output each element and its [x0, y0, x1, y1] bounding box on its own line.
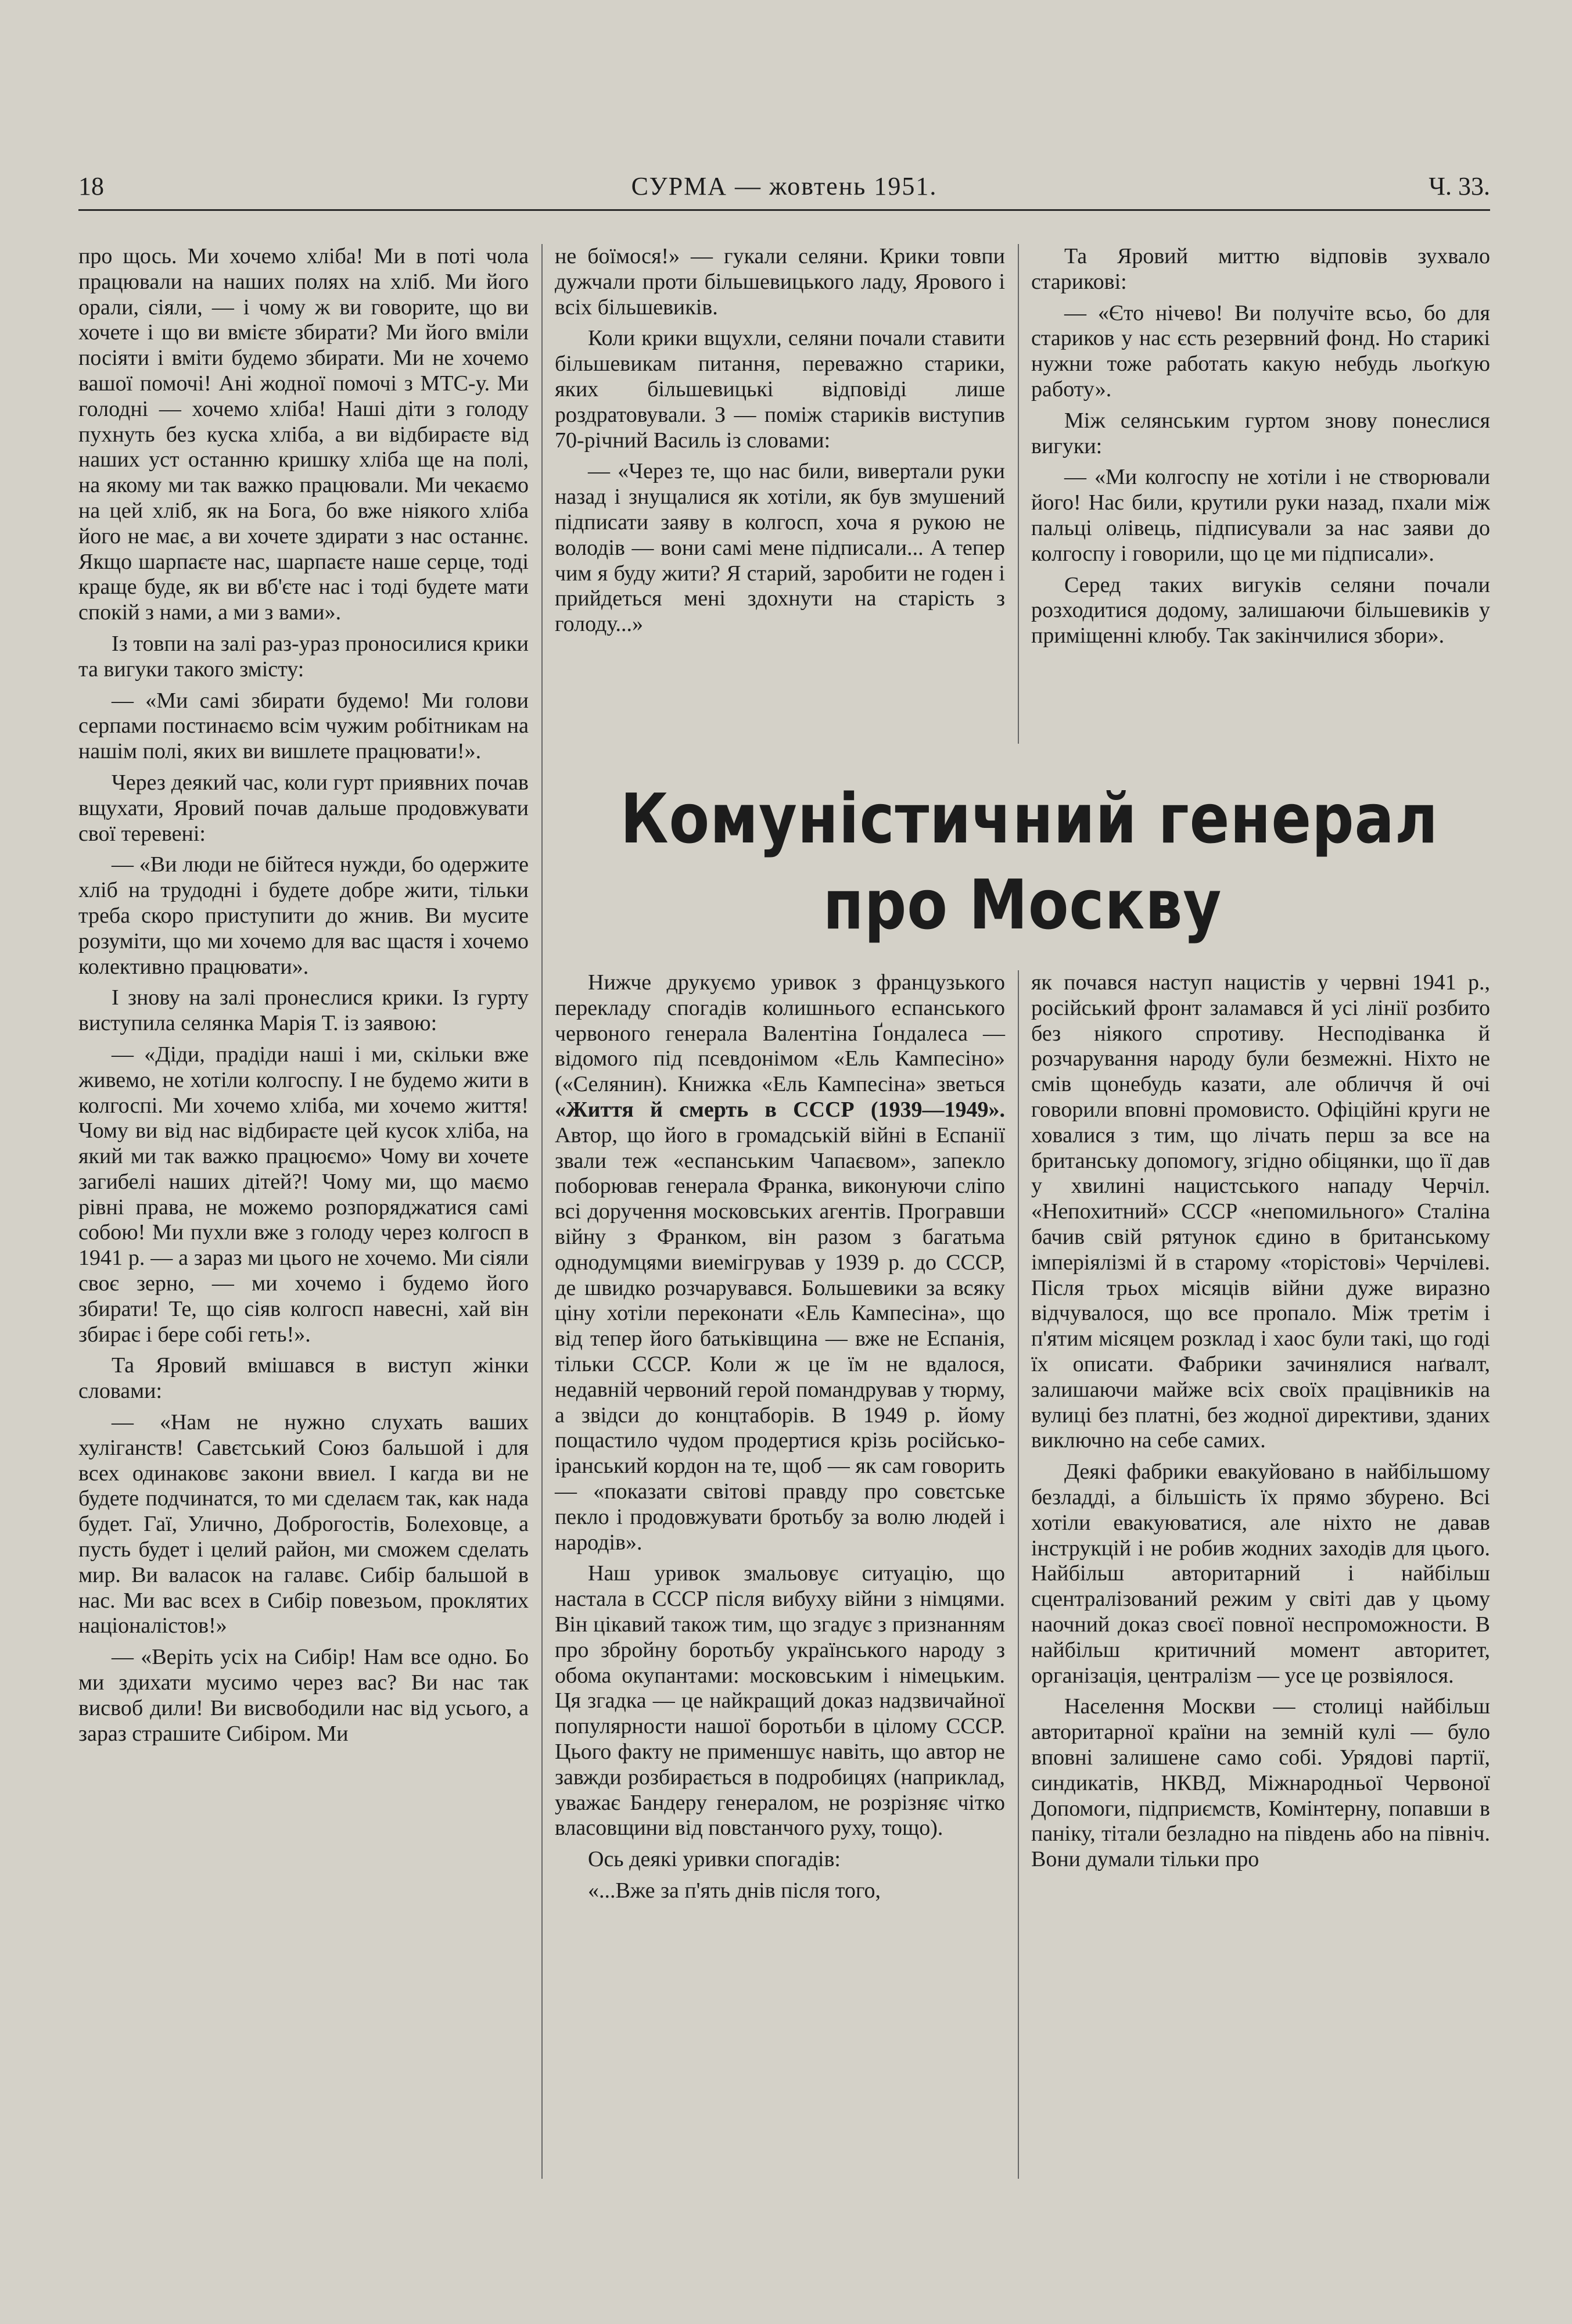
paragraph: Серед таких вигуків селяни почали розходитися додому, залишаючи більшевиків у приміщенні клюбу. Так закінчилися збори».: [1031, 572, 1490, 648]
paragraph: Коли крики вщухли, селяни почали ставити більшевикам питання, переважно старики, яких більшевицькі відповіді лише роздратовували. З — поміж стариків виступив 70-річний Василь із словами:: [555, 326, 1005, 453]
book-title: «Життя й смерть в СССР (1939—1949».: [555, 1097, 1005, 1122]
page-number: 18: [78, 172, 104, 200]
header-rule: [78, 209, 1490, 211]
paragraph: не боїмося!» — гукали селяни. Крики товпи дужчали проти більшевицького ладу, Ярового і всіх більшевиків.: [555, 244, 1005, 320]
column-divider: [1018, 970, 1019, 2179]
article-headline: [620, 776, 1439, 948]
paragraph: І знову на залі пронеслися крики. Із гурту виступила селянка Марія Т. із заявою:: [78, 985, 529, 1036]
column-divider: [1018, 244, 1019, 744]
column-2-top: [555, 244, 1005, 637]
paragraph: Через деякий час, коли гурт приявних почав вщухати, Яровий почав дальше продовжувати свої теревені:: [78, 770, 529, 846]
column-1: [78, 244, 529, 1746]
paragraph: — «Ми самі збирати будемо! Ми голови серпами постинаємо всім чужим робітникам на нашім полі, яких ви вишлете працювати!».: [78, 688, 529, 764]
intro-text-cont: Автор, що його в громадській війні в Еспанії звали теж «еспанським Чапаєвом», запекло поборював генерала Франка, виконуючи сліпо всі доручення московських агентів. Програвши війну з Франком, він разом з багатьма однодумцями виемігрував у 1939 р. до СССР, де швидко розчарувався. Большевики за всяку ціну хотіли переконати «Ель Кампесіна», що від тепер його батьківщина — вже не Еспанія, тільки СССР. Коли ж це їм не вдалося, недавній червоний герой помандрував у тюрму, а звідси до концтаборів. В 1949 р. йому пощастило чудом продертися крізь російсько-іранський кордон на те, щоб — як сам говорить — «показати світові правду про совєтське пекло і продовжувати бротьбу за волю людей і народів».: [555, 1122, 1005, 1555]
paragraph: — «Веріть усіх на Сибір! Нам все одно. Бо ми здихати мусимо через вас? Ви нас так висвоб дили! Ви висвободили нас від усього, а зараз страшите Сибіром. Ми: [78, 1645, 529, 1746]
paragraph: — «Єто нічево! Ви получіте всьо, бо для стариков у нас єсть резервний фонд. Но старикі нужни тоже работать какую небудь льоґкую работу».: [1031, 300, 1490, 401]
column-3-top: [1031, 244, 1490, 649]
paragraph: — «Ви люди не бійтеся нужди, бо одержите хліб на трудодні і будете добре жити, тільки треба скоро приступити до жнив. Ви мусите розуміти, що ми хочемо для вас щастя і хочемо колективно працювати».: [78, 852, 529, 979]
issue-number: Ч. 33.: [1429, 172, 1490, 200]
paragraph: Із товпи на залі раз-ураз проносилися крики та вигуки такого змісту:: [78, 631, 529, 682]
intro-text: Нижче друкуємо уривок з французького перекладу спогадів колишнього еспанського червоного генерала Валентіна Ґондалеса — відомого під псевдонімом «Ель Кампесіно» («Селянин). Книжка «Ель Кампесіна» зветься: [555, 970, 1005, 1097]
paragraph: про щось. Ми хочемо хліба! Ми в поті чола працювали на наших полях на хліб. Ми його орали, сіяли, — і чому ж ви говорите, що ви хочете і що ви вмієте збирати? Ми його вміли посіяти і вміти будемо збирати. Ми не хочемо вашої помочі! Ані жодної помочі з МТС-у. Ми голодні — хочемо хліба! Наші діти з голоду пухнуть без куска хліба, а ви відбираєте від наших уст останню кришку хліба ще на полі, на якому ми так важко працювали. Ми чекаємо на цей хліб, як на Бога, бо вже ніякого хліба його не має, а ви хочете здирати з нас останнє. Якщо шарпаєте нас, шарпаєте наше серце, тоді краще буде, як ви вб'єте нас і тоді будете мати спокій з нами, а ми з вами».: [78, 244, 529, 625]
paragraph: Між селянським гуртом знову понеслися вигуки:: [1031, 408, 1490, 458]
paragraph: Деякі фабрики евакуйовано в найбільшому безладді, а більшість їх прямо збурено. Всі хотіли евакуюватися, але ніхто не давав інструкцій і не робив жодних заходів для цього. Найбільш авторитарний і найбільш сцентралізований режим у світі дав у цьому наочний доказ своєї повної неспроможности. В найбільш критичний момент авторитет, організація, централізм — усе це розвіялося.: [1031, 1459, 1490, 1688]
page-header: [78, 171, 1490, 206]
headline-line-2: про Москву: [823, 865, 1222, 945]
paragraph: «...Вже за п'ять днів після того,: [588, 1878, 881, 1903]
article-intro: [555, 970, 1005, 1555]
paragraph: — «Через те, що нас били, вивертали руки назад і знущалися як хотіли, як був змушений підписати заяву в колгосп, хоча я рукою не володів — вони самі мене підписали... А тепер чим я буду жити? Я старий, заробити не годен і прийдеться мені здохнути на старість з голоду...»: [555, 459, 1005, 637]
paragraph: Ось деякі уривки спогадів:: [588, 1847, 841, 1872]
paragraph: Наш уривок змальовує ситуацію, що настала в СССР після вибуху війни з німцями. Він цікавий також тим, що згадує з признанням про збройну боротьбу українського народу з обома окупантами: московським і німецьким. Ця згадка — це найкращий доказ надзвичайної популярности нашої боротьби в цілому СССР. Цього факту не применшує навіть, що автор не завжди розбирається в подробицях (наприклад, уважає Бандеру генералом, не розрізняє чітко власовщини від повстанчого руху, тощо).: [555, 1561, 1005, 1841]
paragraph: Та Яровий вмішався в виступ жінки словами:: [78, 1353, 529, 1404]
article-column-left: [555, 970, 1005, 1904]
paragraph: — «Нам не нужно слухать ваших хуліганств! Савєтський Союз бальшой і для всех одинаковє закони ввиел. І кагда ви не будете подчинатся, то ми сделаєм так, как нада будет. Гаї, Улично, Доброгостів, Болеховце, а пусть будет і целий район, ми сможем сделать мир. Ви валасок на галавє. Сибір бальшой в нас. Ми вас всех в Сибір повезьом, проклятих націоналістов!»: [78, 1410, 529, 1638]
paragraph: — «Ми колгоспу не хотіли і не створювали його! Нас били, крутили руки назад, пхали між пальці олівець, підписували за нас заяви до колгоспу і говорили, що це ми підписали».: [1031, 465, 1490, 566]
column-divider: [541, 244, 543, 2179]
paragraph: — «Діди, прадіди наші і ми, скільки вже живемо, не хотіли колгоспу. І не будемо жити в колгоспі. Ми хочемо хліба, ми хочемо життя! Чому ви від нас відбираєте цей кусок хліба, на який ми так важко працюємо» Чому ви хочете загибелі наших дітей?! Чому ми, що маємо рівні права, не можемо розпоряджатися самі собою! Ми пухли вже з голоду через колгосп в 1941 р. — а зараз ми цього не хочемо. Ми сіяли своє зерно, — ми хочемо і будемо його збирати! Те, що сіяв колгосп навесні, хай він збирає і бере собі геть!».: [78, 1042, 529, 1347]
headline-line-1: Комуністичний генерал: [620, 779, 1439, 859]
paragraph: Та Яровий миттю відповів зухвало старикові:: [1031, 244, 1490, 294]
paragraph: як почався наступ нацистів у червні 1941 р., російський фронт заламався й усі лінії розбито без ніякого спротиву. Несподіванка й розчарування народу були безмежні. Ніхто не смів щонебудь казати, але обличчя й очі говорили вповні промовисто. Офіційні круги не ховалися з тим, що лічать перш за все на британську допомогу, згідно обіцянки, що її дав у хвилині нацистського нападу Черчіл. «Непохитний» СССР «непомильного» Сталіна бачив свій рятунок єдино в британському імперіялізмі й в старому «торістові» Черчілеві. Після трьох місяців війни дуже виразно відчувалося, що все пропало. Між третім і п'ятим місяцем розклад і хаос були такі, що годі їх описати. Фабрики зачинялися наґвалт, залишаючи майже всіх своїх працівників на вулиці без платні, без жодної директиви, зданих виключно на себе самих.: [1031, 970, 1490, 1453]
paragraph: Населення Москви — столиці найбільш авторитарної країни на земній кулі — було вповні залишене само собі. Урядові партії, синдикатів, НКВД, Міжнародньої Червоної Допомоги, підприємств, Комінтерну, попавши в паніку, тітали безладно на південь або на північ. Вони думали тільки про: [1031, 1694, 1490, 1872]
publication-title: СУРМА — жовтень 1951.: [631, 172, 938, 200]
article-column-right: [1031, 970, 1490, 1873]
